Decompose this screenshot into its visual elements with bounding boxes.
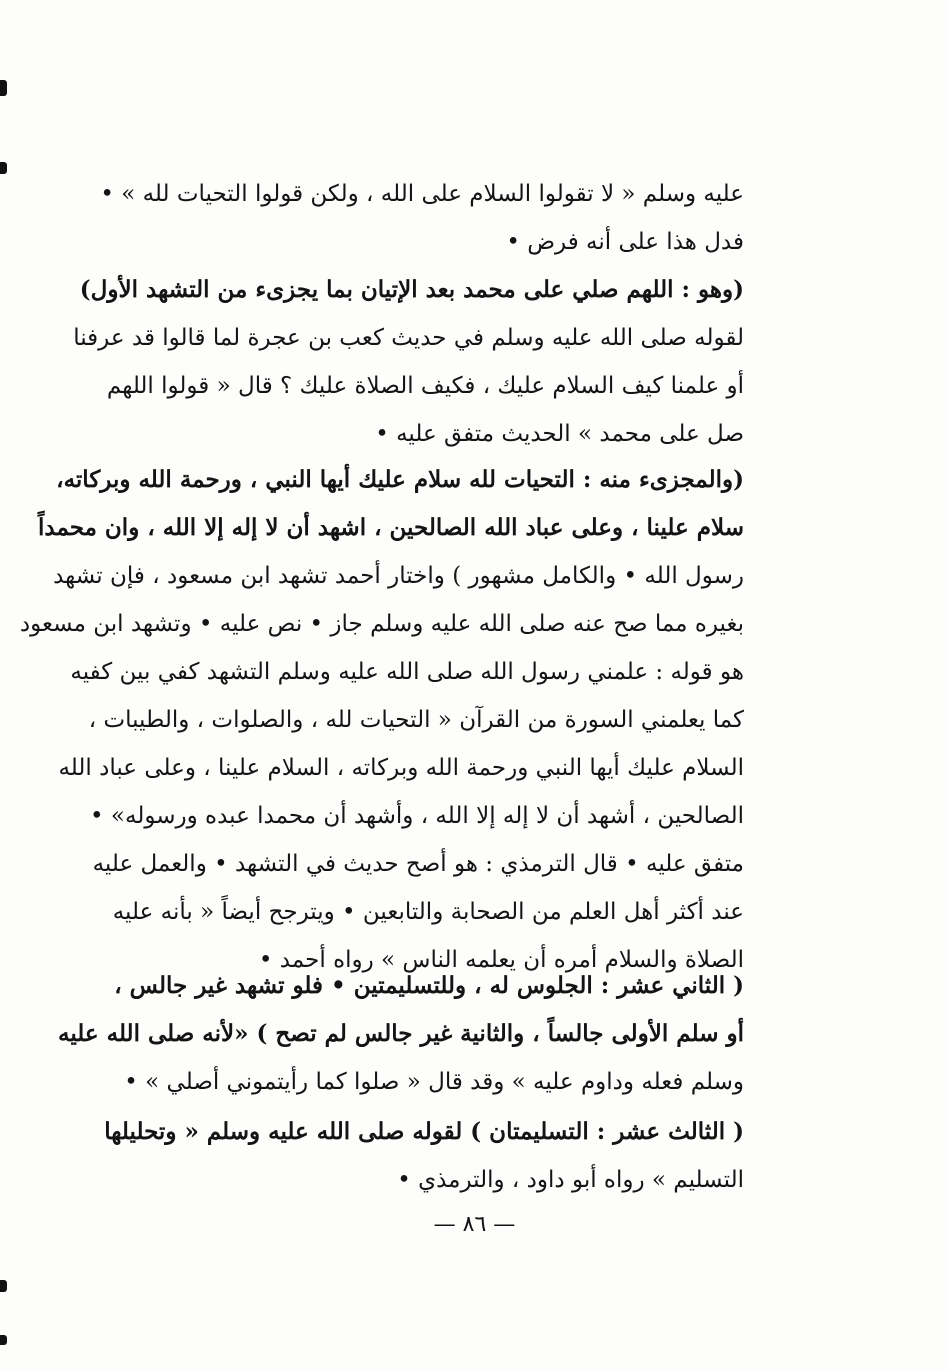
page-number: — ٨٦ — — [433, 1212, 516, 1237]
heading-line: ( الثاني عشر : الجلوس له ، وللتسليمتين • فلو تشهد غير جالس ، — [114, 972, 744, 999]
text-line: بغيره مما صح عنه صلى الله عليه وسلم جاز • نص عليه • وتشهد ابن مسعود — [19, 611, 744, 637]
paragraph-salat-nabi — [73, 266, 744, 458]
text-line: عند أكثر أهل العلم من الصحابة والتابعين • ويترجح أيضاً « بأنه عليه — [112, 899, 744, 925]
paragraph-tashahhud — [19, 456, 744, 984]
heading-line: (وهو : اللهم صلي على محمد بعد الإتيان بما يجزىء من التشهد الأول) — [79, 276, 744, 303]
text-line: رسول الله • والكامل مشهور ) واختار أحمد تشهد ابن مسعود ، فإن تشهد — [53, 563, 744, 589]
text-line: صل على محمد » الحديث متفق عليه • — [375, 421, 744, 447]
text-line: فدل هذا على أنه فرض • — [506, 229, 744, 255]
text-line: كما يعلمني السورة من القرآن « التحيات لله ، والصلوات ، والطيبات ، — [88, 707, 744, 733]
scan-edge-mark — [0, 1335, 7, 1345]
text-line: الصالحين ، أشهد أن لا إله إلا الله ، وأشهد أن محمدا عبده ورسوله» • — [90, 803, 744, 829]
text-line: لقوله صلى الله عليه وسلم في حديث كعب بن عجرة لما قالوا قد عرفنا — [73, 325, 744, 351]
text-line: السلام عليك أيها النبي ورحمة الله وبركاته ، السلام علينا ، وعلى عباد الله — [58, 755, 744, 781]
scan-edge-mark — [0, 1280, 7, 1292]
paragraph-taslim — [104, 1108, 744, 1204]
scan-edge-mark — [0, 80, 7, 96]
heading-line: ( الثالث عشر : التسليمتان ) لقوله صلى الله عليه وسلم « وتحليلها — [104, 1118, 744, 1145]
paragraph-intro — [100, 170, 744, 266]
paragraph-julus — [58, 962, 744, 1106]
heading-line: (والمجزىء منه : التحيات لله سلام عليك أيها النبي ، ورحمة الله وبركاته، — [56, 466, 744, 493]
heading-line: سلام علينا ، وعلى عباد الله الصالحين ، اشهد أن لا إله إلا الله ، وان محمداً — [37, 514, 744, 541]
scan-edge-mark — [0, 162, 7, 174]
text-line: عليه وسلم « لا تقولوا السلام على الله ، ولكن قولوا التحيات لله » • — [100, 181, 744, 207]
text-line: هو قوله : علمني رسول الله صلى الله عليه وسلم التشهد كفي بين كفيه — [70, 659, 744, 685]
text-line: متفق عليه • قال الترمذي : هو أصح حديث في التشهد • والعمل عليه — [92, 851, 744, 877]
text-line: الصلاة والسلام أمره أن يعلمه الناس » رواه أحمد • — [258, 947, 744, 973]
heading-line: أو سلم الأولى جالساً ، والثانية غير جالس لم تصح ) «لأنه صلى الله عليه — [58, 1020, 744, 1047]
text-line: التسليم » رواه أبو داود ، والترمذي • — [397, 1167, 744, 1193]
text-line: وسلم فعله وداوم عليه » وقد قال « صلوا كما رأيتموني أصلي » • — [124, 1069, 744, 1095]
text-line: أو علمنا كيف السلام عليك ، فكيف الصلاة عليك ؟ قال « قولوا اللهم — [106, 373, 744, 399]
